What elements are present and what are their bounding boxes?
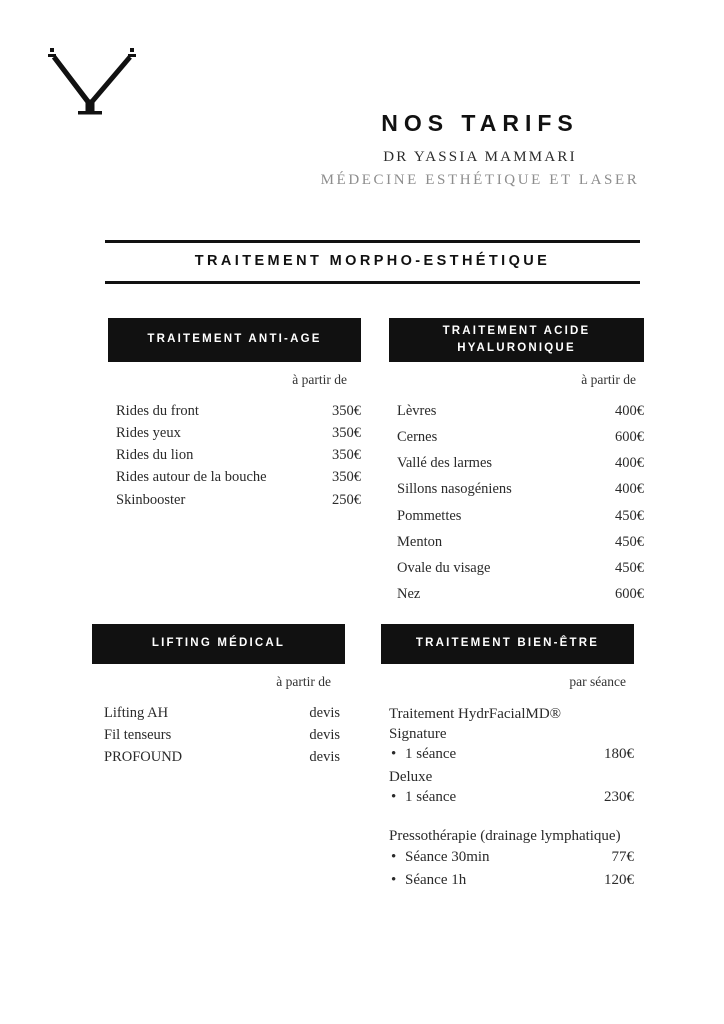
list-item xyxy=(397,585,644,604)
item-price: devis xyxy=(309,705,340,721)
category-header-anti-age xyxy=(108,318,361,362)
list-item xyxy=(389,704,634,744)
list-item xyxy=(397,533,644,552)
list-item xyxy=(397,454,644,473)
list-item xyxy=(397,428,644,447)
item-price: 600€ xyxy=(615,429,644,446)
document-header xyxy=(280,110,680,189)
item-price: 180€ xyxy=(604,746,634,763)
item-price: 600€ xyxy=(615,585,644,602)
category-header-lifting-medical xyxy=(92,624,345,664)
category-acide-hyaluronique xyxy=(389,318,644,611)
item-label: Traitement HydrFacialMD® Signature xyxy=(389,706,562,743)
list-item xyxy=(397,402,644,421)
item-price: 400€ xyxy=(615,481,644,498)
item-label: Fil tenseurs xyxy=(104,727,172,744)
list-item xyxy=(389,787,634,807)
price-list-acide-hyaluronique xyxy=(397,402,644,604)
item-label: • Séance 1h xyxy=(389,870,604,890)
item-price: devis xyxy=(309,749,340,766)
item-label: Sillons nasogéniens xyxy=(397,481,512,498)
item-price: 450€ xyxy=(615,533,644,550)
item-price: 120€ xyxy=(604,871,634,888)
item-label: Rides du lion xyxy=(116,447,194,464)
list-item xyxy=(104,748,340,767)
price-list-anti-age xyxy=(116,402,361,510)
category-header-bien-etre xyxy=(381,624,634,664)
item-price: devis xyxy=(309,727,340,744)
item-price: 350€ xyxy=(332,447,361,464)
list-item xyxy=(116,468,361,487)
list-item xyxy=(116,424,361,443)
item-price: 77€ xyxy=(611,848,634,865)
item-label: Ovale du visage xyxy=(397,559,491,576)
item-price: 400€ xyxy=(615,403,644,419)
specialty-label: MÉDECINE ESTHÉTIQUE ET LASER xyxy=(320,172,640,188)
list-item xyxy=(397,480,644,499)
list-item xyxy=(116,446,361,465)
category-lifting-medical xyxy=(92,624,345,770)
list-item xyxy=(389,826,634,846)
category-title: TRAITEMENT ACIDE HYALURONIQUE xyxy=(442,324,591,354)
item-price: 230€ xyxy=(604,789,634,806)
list-spacer xyxy=(389,810,634,826)
category-title: TRAITEMENT BIEN-ÊTRE xyxy=(415,637,600,650)
category-note: à partir de xyxy=(276,674,331,689)
item-label: Cernes xyxy=(397,429,438,446)
item-label: • 1 séance xyxy=(389,744,604,764)
item-price: 350€ xyxy=(332,403,361,419)
list-item xyxy=(104,704,340,723)
page-title: NOS TARIFS xyxy=(381,110,579,136)
item-label: Vallé des larmes xyxy=(397,455,493,472)
item-price: 350€ xyxy=(332,469,361,486)
item-label: Rides autour de la bouche xyxy=(116,469,267,486)
category-note: à partir de xyxy=(581,372,636,387)
item-price: 400€ xyxy=(615,455,644,472)
item-label: • 1 séance xyxy=(389,787,604,807)
price-list-bien-etre xyxy=(389,704,634,890)
category-header-acide-hyaluronique xyxy=(389,318,644,362)
item-label: Pressothérapie (drainage lymphatique) xyxy=(389,828,621,845)
list-item xyxy=(116,402,361,421)
list-item xyxy=(397,507,644,526)
category-anti-age xyxy=(108,318,361,513)
section-banner-label: TRAITEMENT MORPHO-ESTHÉTIQUE xyxy=(194,253,551,269)
list-item xyxy=(397,559,644,578)
category-note: à partir de xyxy=(292,372,347,387)
m-monogram-logo xyxy=(44,40,140,116)
list-item xyxy=(389,744,634,764)
list-item xyxy=(389,870,634,890)
list-item xyxy=(104,726,340,745)
doctor-name: DR YASSIA MAMMARI xyxy=(383,149,577,165)
item-price: 250€ xyxy=(332,491,361,508)
item-label: Skinbooster xyxy=(116,491,186,508)
category-note: par séance xyxy=(569,674,626,689)
list-item xyxy=(389,847,634,867)
item-label: Rides du front xyxy=(116,403,199,419)
item-label: • Séance 30min xyxy=(389,847,612,867)
item-price: 450€ xyxy=(615,507,644,524)
list-item xyxy=(116,491,361,510)
item-label: Menton xyxy=(397,533,443,550)
item-label: Rides yeux xyxy=(116,425,181,442)
item-price: 350€ xyxy=(332,425,361,442)
item-price: 450€ xyxy=(615,559,644,576)
section-banner xyxy=(105,240,640,284)
category-bien-etre xyxy=(381,624,634,893)
item-label: Pommettes xyxy=(397,507,462,524)
item-label: Deluxe xyxy=(389,769,433,786)
item-label: PROFOUND xyxy=(104,749,183,766)
category-title: LIFTING MÉDICAL xyxy=(151,637,286,650)
list-item xyxy=(389,767,634,787)
item-label: Nez xyxy=(397,585,421,602)
item-label: Lèvres xyxy=(397,403,437,419)
category-title: TRAITEMENT ANTI-AGE xyxy=(147,333,322,346)
price-list-lifting-medical xyxy=(104,704,340,767)
item-label: Lifting AH xyxy=(104,705,169,721)
